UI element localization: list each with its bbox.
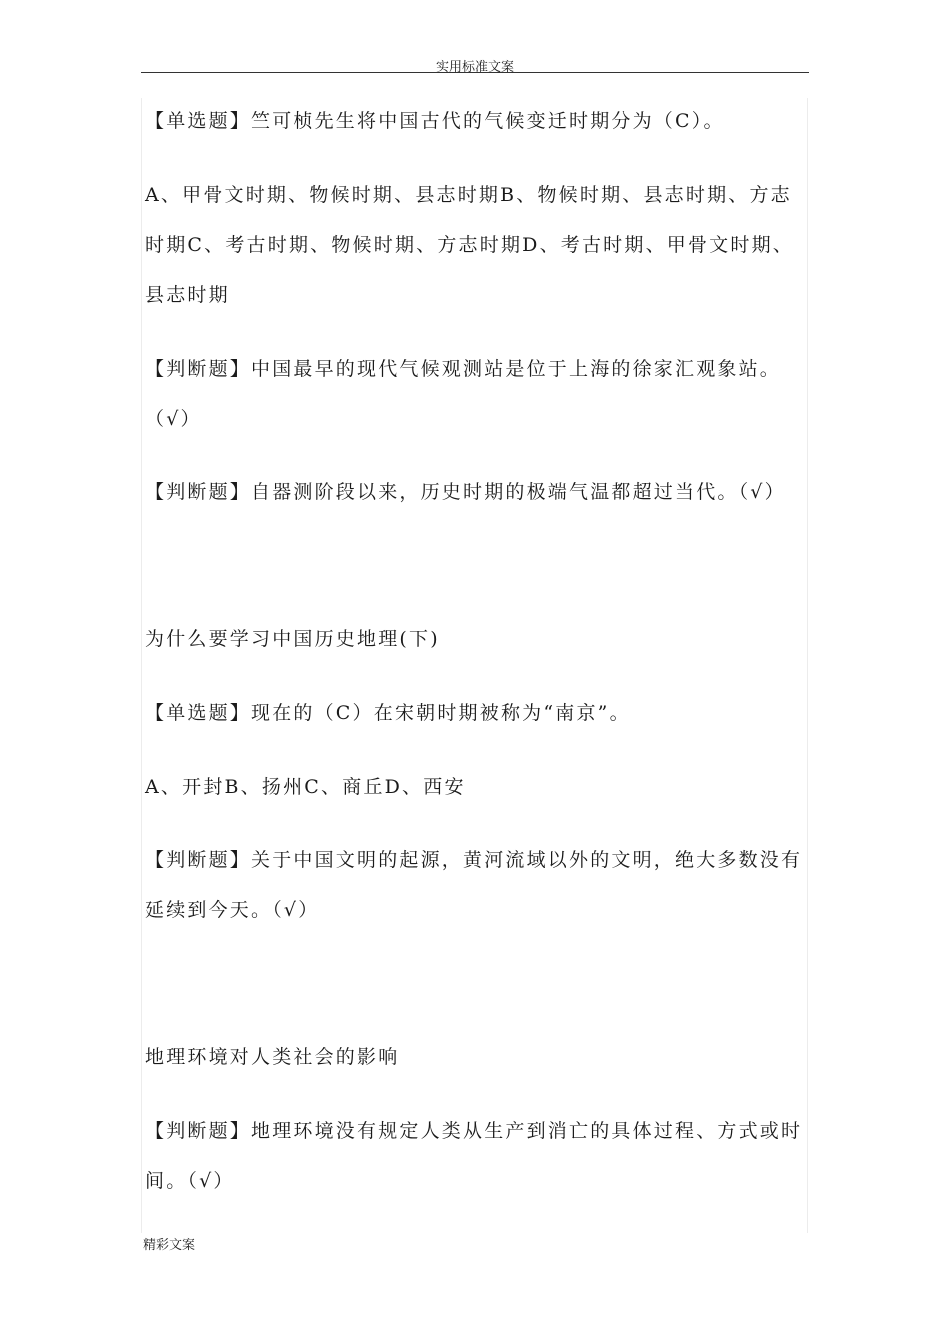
question-true-false-1: 【判断题】中国最早的现代气候观测站是位于上海的徐家汇观象站。（√）	[145, 358, 782, 430]
question-true-false-3: 【判断题】关于中国文明的起源，黄河流域以外的文明，绝大多数没有延续到今天。（√）	[145, 849, 803, 921]
options-1: A、甲骨文时期、物候时期、县志时期B、物候时期、县志时期、方志时期C、考古时期、物候时期、方志时期D、考古时期、甲骨文时期、县志时期	[145, 184, 794, 306]
section-heading-1: 为什么要学习中国历史地理(下)	[145, 628, 440, 650]
question-single-choice-1: 【单选题】竺可桢先生将中国古代的气候变迁时期分为（C）。	[145, 110, 725, 132]
page-header: 实用标准文案	[435, 60, 514, 75]
page-footer: 精彩文案	[143, 1238, 196, 1253]
question-true-false-2: 【判断题】自器测阶段以来，历史时期的极端气温都超过当代。（√）	[145, 481, 786, 503]
options-2: A、开封B、扬州C、商丘D、西安	[145, 776, 466, 798]
section-heading-2: 地理环境对人类社会的影响	[145, 1046, 400, 1068]
header-rule	[141, 72, 809, 73]
question-single-choice-2: 【单选题】现在的（C）在宋朝时期被称为“南京”。	[145, 702, 631, 724]
question-true-false-4: 【判断题】地理环境没有规定人类从生产到消亡的具体过程、方式或时间。（√）	[145, 1120, 803, 1192]
